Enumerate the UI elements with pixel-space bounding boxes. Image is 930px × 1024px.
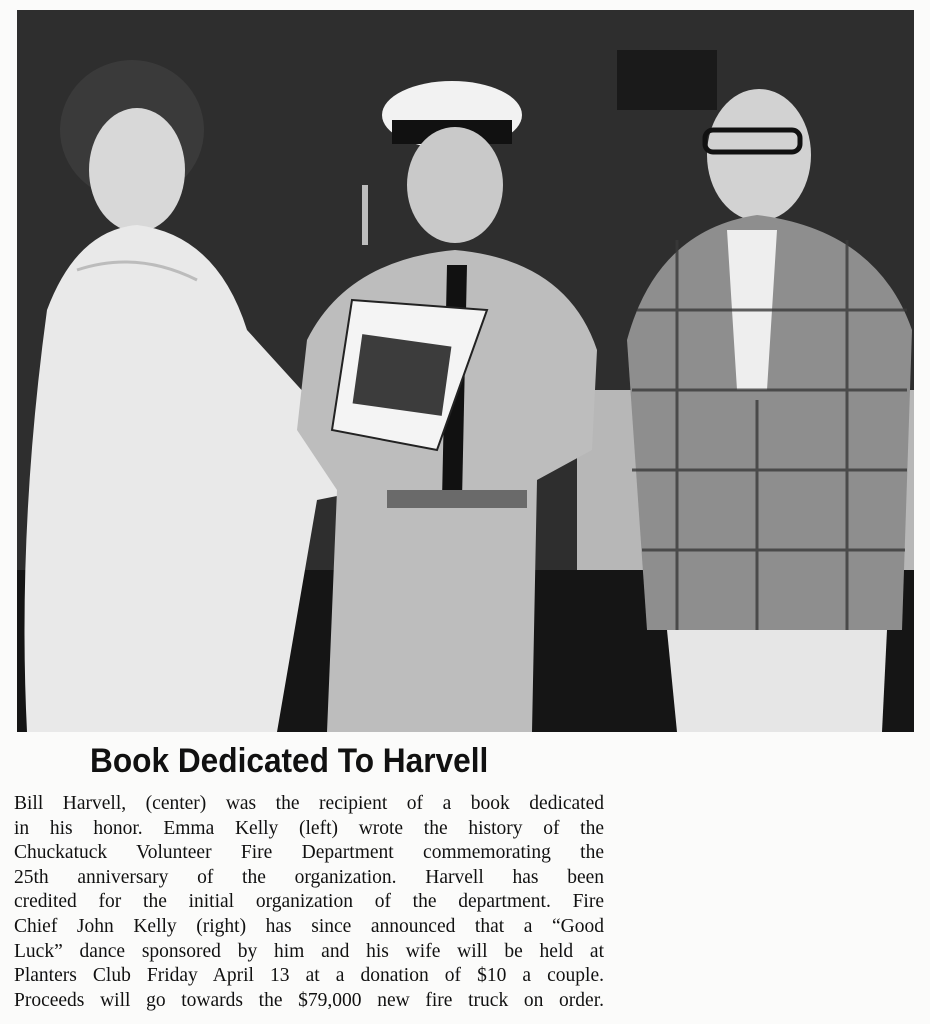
caption-text xyxy=(14,792,604,1013)
caption-line: Proceeds will go towards the $79,000 new fire truck on order. xyxy=(14,989,604,1011)
caption-line: Chuckatuck Volunteer Fire Department commemorating the xyxy=(14,842,604,864)
headline: Book Dedicated To Harvell xyxy=(90,742,489,780)
caption-line: in his honor. Emma Kelly (left) wrote the history of the xyxy=(14,817,604,839)
caption-line: Bill Harvell, (center) was the recipient of a book dedicated xyxy=(14,793,604,814)
caption-line: 25th anniversary of the organization. Harvell has been xyxy=(14,866,604,888)
caption-line: Planters Club Friday April 13 at a donation of $10 a couple. xyxy=(14,965,604,987)
news-photo xyxy=(17,10,914,732)
photo-illustration xyxy=(17,10,914,732)
caption-line: Luck” dance sponsored by him and his wife will be held at xyxy=(14,940,604,962)
caption-line: credited for the initial organization of the department. Fire xyxy=(14,891,604,913)
caption-line: Chief John Kelly (right) has since announced that a “Good xyxy=(14,915,604,937)
